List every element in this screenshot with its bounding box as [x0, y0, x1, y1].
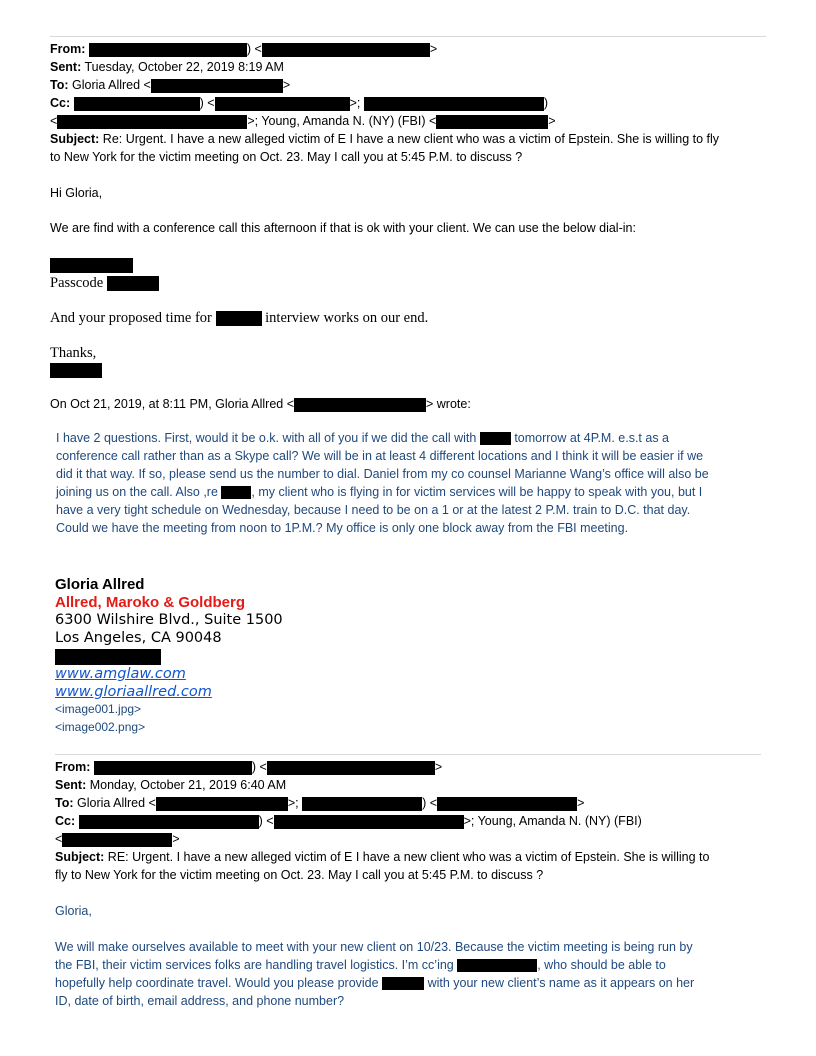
signature-address: 6300 Wilshire Blvd., Suite 1500 — [55, 612, 283, 628]
signature-name: Gloria Allred — [55, 576, 145, 593]
from-line: From: ) < > — [55, 760, 443, 774]
website-link[interactable]: www.gloriaallred.com — [55, 684, 212, 700]
divider — [55, 754, 761, 755]
redaction — [74, 97, 200, 111]
quoted-line: joining us on the call. Also ,re , my client who is flying in for victim services will be happy to speak with you, but I — [56, 485, 703, 499]
redaction — [364, 97, 544, 111]
from-line: From: ) < > — [50, 42, 438, 56]
proposed-time-line: And your proposed time for interview works on our end. — [50, 310, 429, 326]
greeting: Gloria, — [55, 904, 92, 918]
redaction — [215, 97, 350, 111]
redaction — [437, 797, 577, 811]
body-text: We will make ourselves available to meet with your new client on 10/23. Because the victim meeting is being run by — [55, 940, 693, 954]
redaction — [436, 115, 548, 129]
quoted-line: I have 2 questions. First, would it be o.k. with all of you if we did the call with tomorrow at 4P.M. e.s.t as a — [56, 431, 670, 445]
cc-line: Cc: ) < >; Young, Amanda N. (NY) (FBI) — [55, 814, 642, 828]
greeting: Hi Gloria, — [50, 186, 103, 200]
quoted-line: did it that way. If so, please send us the number to dial. Daniel from my co counsel Marianne Wang’s office will also be — [56, 467, 709, 481]
to-line: To: Gloria Allred < >; ) < > — [55, 796, 585, 810]
redaction — [151, 79, 283, 93]
divider — [50, 36, 766, 37]
cc-line-cont: < > — [55, 832, 180, 846]
quoted-line: conference call rather than as a Skype call? We will be in at least 4 different locations and I think it will be easier if we — [56, 449, 704, 463]
redaction — [50, 258, 133, 273]
redaction — [216, 311, 262, 326]
redaction — [382, 977, 424, 990]
redaction — [262, 43, 430, 57]
redaction — [302, 797, 422, 811]
subject-line: Subject: Re: Urgent. I have a new alleged victim of E I have a new client who was a victim of Epstein. She is willing to fly — [50, 132, 720, 146]
cc-line: Cc: ) < >; ) — [50, 96, 549, 110]
subject-line: Subject: RE: Urgent. I have a new alleged victim of E I have a new client who was a victim of Epstein. She is willing to — [55, 850, 710, 864]
signature-address: Los Angeles, CA 90048 — [55, 630, 222, 646]
to-line: To: Gloria Allred < > — [50, 78, 291, 92]
sent-line: Sent: Tuesday, October 22, 2019 8:19 AM — [50, 60, 284, 74]
redaction — [480, 432, 511, 445]
body-text: the FBI, their victim services folks are handling travel logistics. I’m cc’ing , who should be able to — [55, 958, 666, 972]
redaction — [107, 276, 159, 291]
attachment-placeholder: <image001.jpg> — [55, 702, 142, 716]
redaction — [156, 797, 288, 811]
redaction — [55, 649, 161, 665]
signature-firm: Allred, Maroko & Goldberg — [55, 594, 246, 611]
redaction — [89, 43, 247, 57]
attachment-placeholder: <image002.png> — [55, 720, 146, 734]
sent-line: Sent: Monday, October 21, 2019 6:40 AM — [55, 778, 287, 792]
redaction — [274, 815, 464, 829]
quoted-line: Could we have the meeting from noon to 1P.M.? My office is only one block away from the FBI meeting. — [56, 521, 629, 535]
redaction — [62, 833, 172, 847]
quote-header: On Oct 21, 2019, at 8:11 PM, Gloria Allred < > wrote: — [50, 397, 471, 411]
body-text: ID, date of birth, email address, and phone number? — [55, 994, 345, 1008]
quoted-line: have a very tight schedule on Wednesday, because I need to be on a 1 or at the latest 2 P.M. train to D.C. that day. — [56, 503, 691, 517]
passcode-line: Passcode — [50, 275, 159, 292]
cc-line-cont: < >; Young, Amanda N. (NY) (FBI) < > — [50, 114, 556, 128]
website-link[interactable]: www.amglaw.com — [55, 666, 186, 682]
redaction — [57, 115, 247, 129]
redaction — [294, 398, 426, 412]
redaction — [457, 959, 537, 972]
redaction — [267, 761, 435, 775]
body-text: hopefully help coordinate travel. Would you please provide with your new client’s name as it appears on her — [55, 976, 695, 990]
body-text: We are find with a conference call this afternoon if that is ok with your client. We can use the below dial-in: — [50, 221, 636, 235]
redaction — [221, 486, 251, 499]
subject-line-cont: fly to New York for the victim meeting on Oct. 23. May I call you at 5:45 P.M. to discuss ? — [55, 868, 544, 882]
subject-line-cont: to New York for the victim meeting on Oct. 23. May I call you at 5:45 P.M. to discuss ? — [50, 150, 523, 164]
redaction — [50, 363, 102, 378]
redaction — [79, 815, 259, 829]
redaction — [94, 761, 252, 775]
thanks: Thanks, — [50, 345, 97, 361]
